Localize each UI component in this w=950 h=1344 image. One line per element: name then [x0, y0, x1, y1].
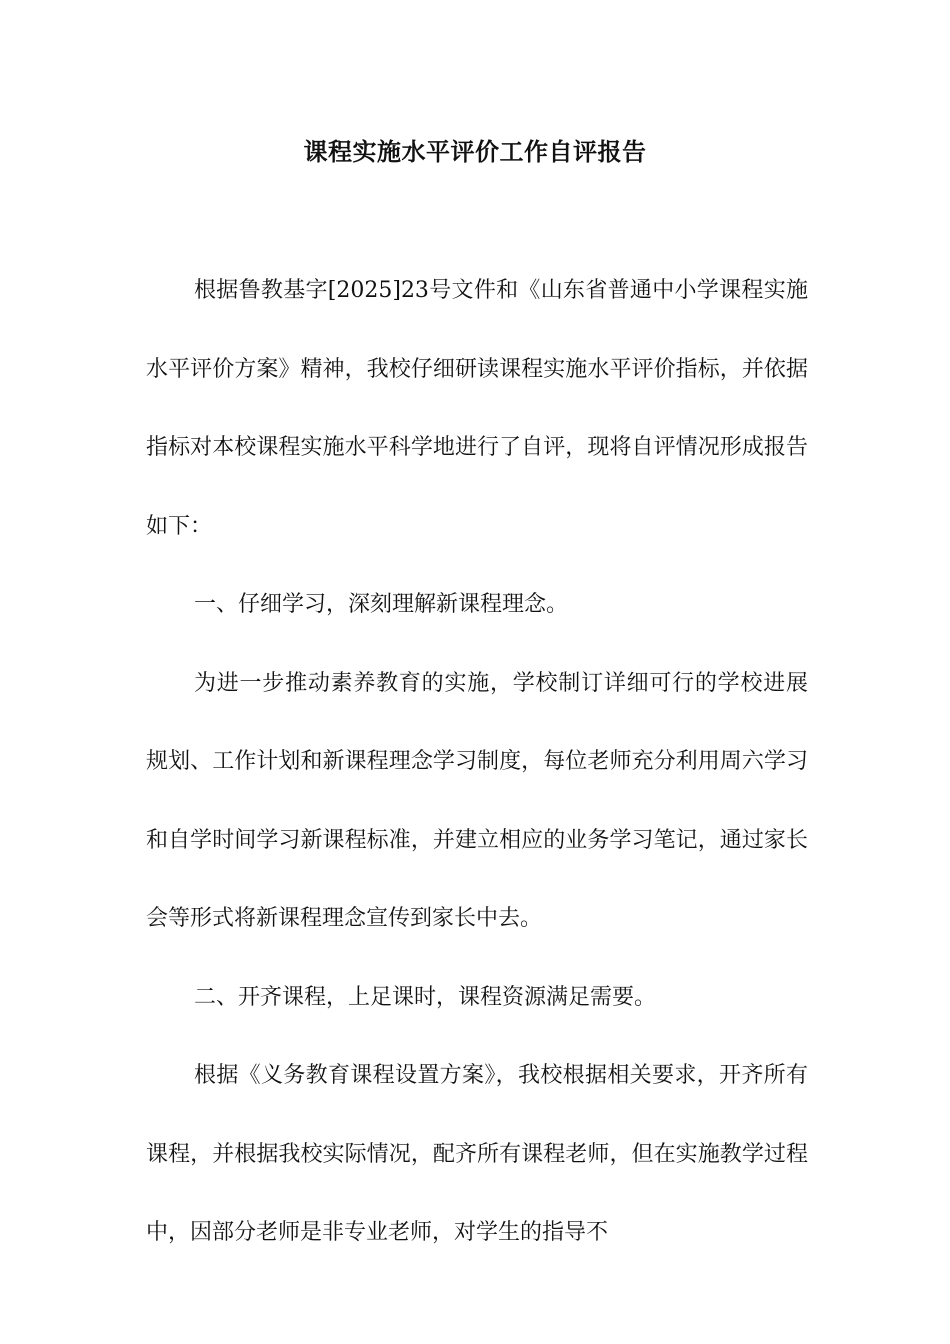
document-body	[146, 252, 808, 1273]
section-heading-2: 二、开齐课程，上足课时，课程资源满足需要。	[194, 984, 657, 1010]
paragraph-section-1: 为进一步推动素养教育的实施，学校制订详细可行的学校进展规划、工作计划和新课程理念学习制度，每位老师充分利用周六学习和自学时间学习新课程标准，并建立相应的业务学习笔记，通过家长会等形式将新课程理念宣传到家长中去。	[146, 670, 808, 931]
paragraph-section-2: 根据《义务教育课程设置方案》，我校根据相关要求，开齐所有课程，并根据我校实际情况，配齐所有课程老师，但在实施教学过程中，因部分老师是非专业老师，对学生的指导不	[146, 1063, 808, 1245]
paragraph-intro: 根据鲁教基字[2025]23号文件和《山东省普通中小学课程实施水平评价方案》精神，我校仔细研读课程实施水平评价指标，并依据指标对本校课程实施水平科学地进行了自评，现将自评情况形成报告如下：	[146, 278, 808, 539]
document-title: 课程实施水平评价工作自评报告	[303, 137, 647, 166]
section-heading-1: 一、仔细学习，深刻理解新课程理念。	[194, 592, 569, 617]
